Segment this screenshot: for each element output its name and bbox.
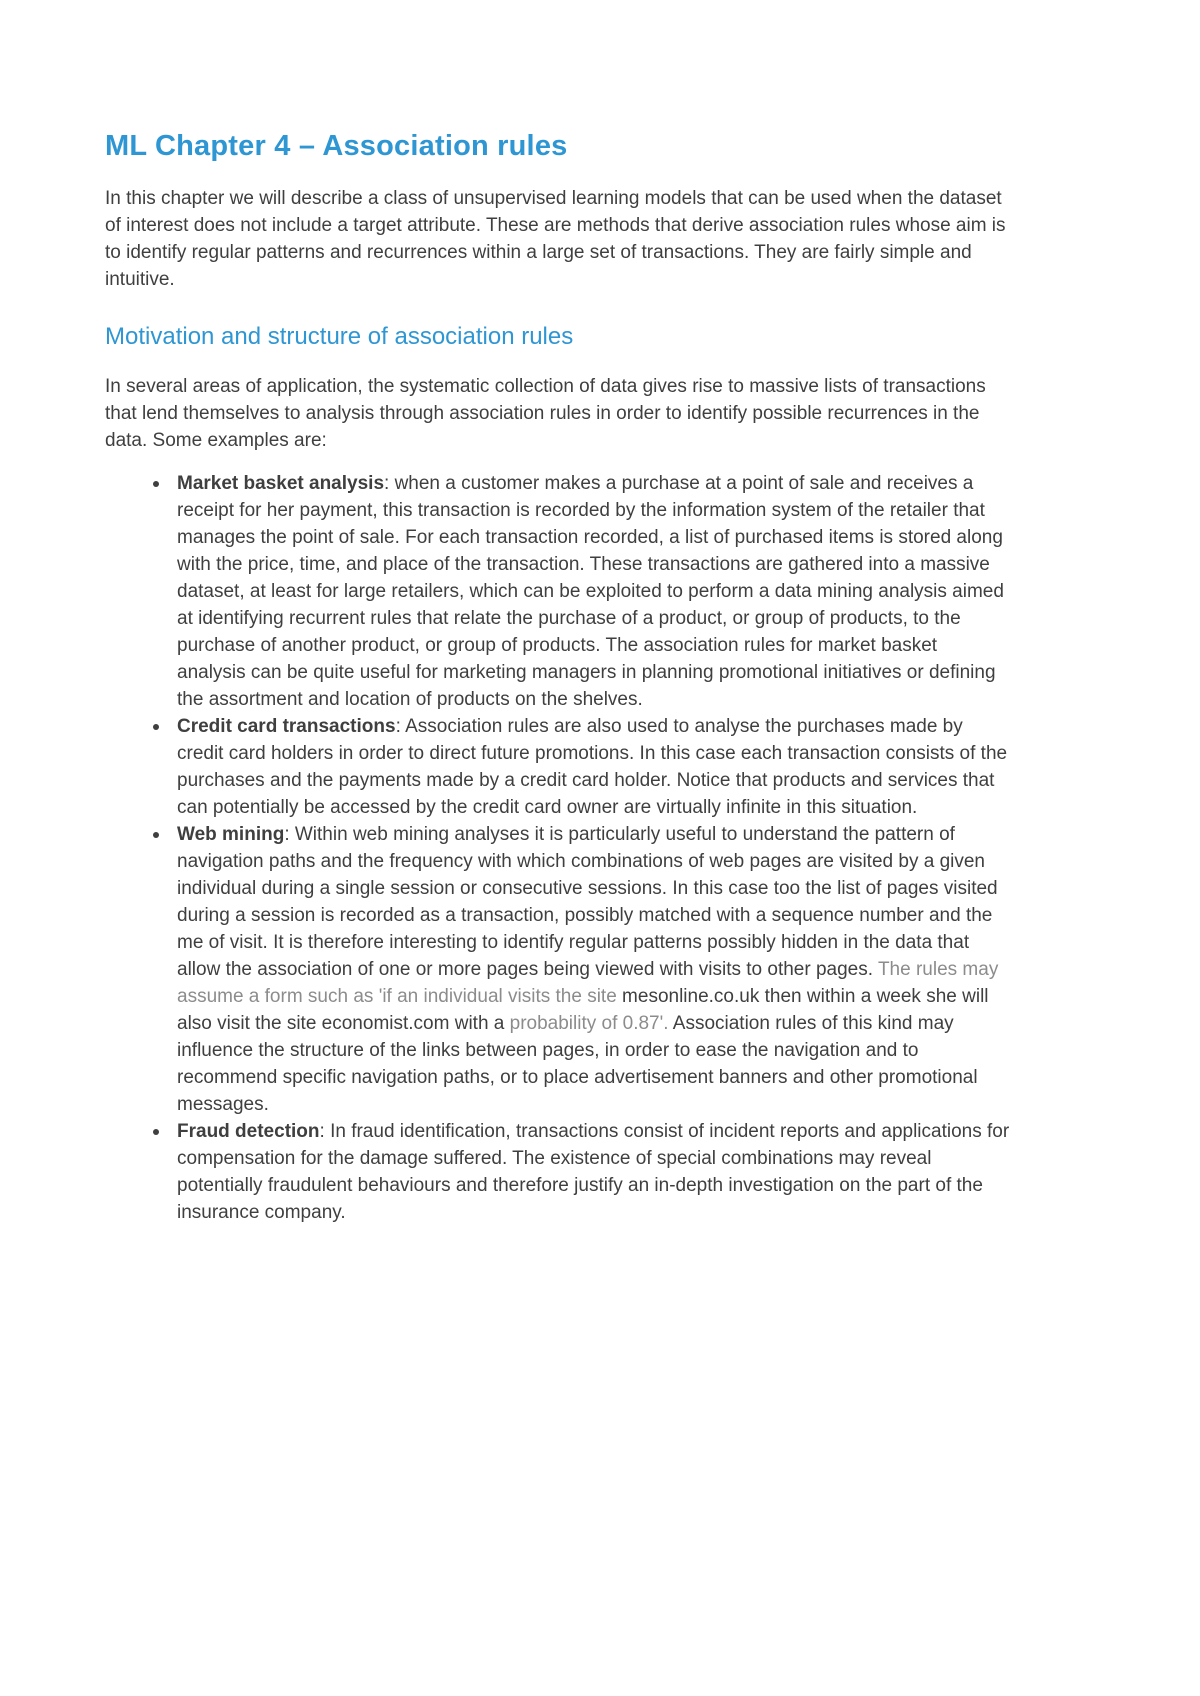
bullet-separator: : xyxy=(284,824,295,845)
bullet-text-web-mining-quote-gray-2: probability of 0.87'. xyxy=(509,1013,673,1034)
bullet-item-credit-card-transactions xyxy=(153,713,1010,821)
bullet-separator: : xyxy=(395,716,406,737)
bullet-text-credit-card: Association rules are also used to analyse the purchases made by credit card holders in order to direct future promotions. In this case each transaction consists of the purchases and the payments made by a credit card holder. Notice that products and services that can potentially be accessed by the credit card owner are virtually infinite in this situation. xyxy=(177,716,1008,818)
document-content xyxy=(105,130,1010,1226)
bullet-text-web-mining-after-quote: Association rules of this kind may influence the structure of the links between pages, in order to ease the navigation and to recommend specific navigation paths, or to place advertisement banners and other promotional messages. xyxy=(177,1013,978,1115)
bullet-item-web-mining xyxy=(153,821,1010,1118)
chapter-intro-paragraph: In this chapter we will describe a class of unsupervised learning models that can be used when the dataset of interest does not include a target attribute. These are methods that derive association rules whose aim is to identify regular patterns and recurrences within a large set of transactions. They are fairly simple and intuitive. xyxy=(105,188,1006,290)
bullet-separator: : xyxy=(384,473,395,494)
page-title: ML Chapter 4 – Association rules xyxy=(105,130,568,162)
bullet-separator: : xyxy=(319,1121,331,1142)
section-intro-paragraph: In several areas of application, the systematic collection of data gives rise to massive lists of transactions that lend themselves to analysis through association rules in order to identify possible recurrences in the data. Some examples are: xyxy=(105,376,986,451)
section-heading-motivation: Motivation and structure of association rules xyxy=(105,323,574,350)
bullet-text-market-basket: when a customer makes a purchase at a point of sale and receives a receipt for her payment, this transaction is recorded by the information system of the retailer that manages the point of sale. For each transaction recorded, a list of purchased items is stored along with the price, time, and place of the transaction. These transactions are gathered into a massive dataset, at least for large retailers, which can be exploited to perform a data mining analysis aimed at identifying recurrent rules that relate the purchase of a product, or group of products, to the purchase of another product, or group of products. The association rules for market basket analysis can be quite useful for marketing managers in planning promotional initiatives or defining the assortment and location of products on the shelves. xyxy=(177,473,1004,710)
bullet-text-web-mining-quote-gray-1: The rules may assume a form such as 'if an individual visits the site xyxy=(177,959,999,1007)
bullet-item-fraud-detection xyxy=(153,1118,1010,1226)
examples-bullet-list xyxy=(105,470,1010,1226)
bullet-text-fraud-detection: In fraud identification, transactions consist of incident reports and applications for compensation for the damage suffered. The existence of special combinations may reveal potentially fraudulent behaviours and therefore justify an in-depth investigation on the part of the insurance company. xyxy=(177,1121,1010,1223)
bullet-item-market-basket-analysis xyxy=(153,470,1010,713)
bullet-label-web-mining: Web mining xyxy=(177,824,285,845)
bullet-label-market-basket: Market basket analysis xyxy=(177,473,385,494)
bullet-text-web-mining-quote-black: mesonline.co.uk then within a week she will also visit the site economist.com with a xyxy=(177,986,989,1034)
bullet-text-web-mining-before-quote: Within web mining analyses it is particularly useful to understand the pattern of navigation paths and the frequency with which combinations of web pages are visited by a given individual during a single session or consecutive sessions. In this case too the list of pages visited during a session is recorded as a transaction, possibly matched with a sequence number and the me of visit. It is therefore interesting to identify regular patterns possibly hidden in the data that allow the association of one or more pages being viewed with visits to other pages. xyxy=(177,824,998,980)
bullet-label-credit-card: Credit card transactions xyxy=(177,716,396,737)
bullet-label-fraud-detection: Fraud detection xyxy=(177,1121,320,1142)
